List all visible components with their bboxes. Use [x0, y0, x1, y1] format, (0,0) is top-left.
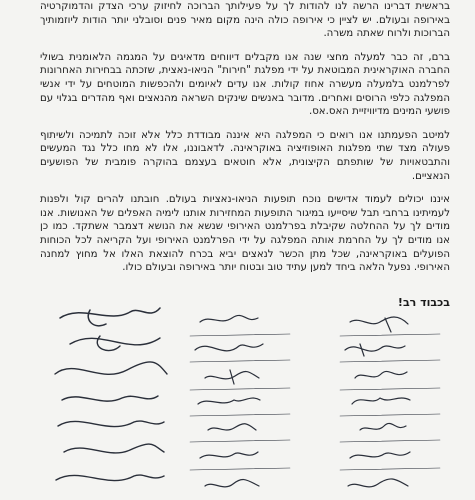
paragraph-2: ברם, זה כבר למעלה מחצי שנה אנו מקבלים דיווחים מדאיגים על המגמה הלאומנית בשולי החברה האוקראינית המבוטאת על ידי מפלגת "חירות" הניאו-נאצית, שזכתה בבחירות האחרונות לפרלמנט בלמעלה מעשרה אחוז קולות. אנו עדים לאיומים ולהכפשות המוטחים על ידי אנשי המפלגה כלפי הרוסים ואחרים. מדובר באנשים שינקים השראה מהנאצים ואף מהדרים בגלוי עם פושעי המינים מדיוויזיית האס.אס.: [40, 51, 450, 118]
closing-salutation: בכבוד רב!: [397, 296, 450, 309]
signature-stroke: [355, 371, 407, 378]
signature-stroke: [205, 370, 259, 384]
signature-stroke: [205, 480, 259, 487]
signature-stroke: [345, 344, 405, 356]
signature-block: [0, 300, 475, 500]
paragraph-4: איננו יכולים לעמוד אדישים נוכח תופעות הניאו-נאציות בעולם. חובתנו להרים קול ולפנות לעמיתינו ברחבי תבל שיסייעו במיגור התופעות המחזירות אותנו לימיה האפלים של האנושות. אנו מודים לך על ההחלטה שקיבלת בפרלמנט האירופי שנשא את הנושא דצמבר אשתקד. כמו כן אנו מודים לך על החרמת אותה המפלגה על ידי הפרלמנט האירופי ועל הקריאה לכל הכוחות הפועלים באוקראינה, שכל מתן הכשר לנאצים יביא בכרח להוצאת האלו אל מחוץ למחנה האירופי. נפעל הלאה ביחד למען עתיד טוב ובטוח יותר באירופה ובעולם כולו.: [40, 194, 450, 274]
signature-stroke: [58, 421, 164, 427]
signature-stroke: [70, 336, 160, 351]
signature-stroke: [55, 362, 167, 374]
signature-stroke: [198, 398, 260, 404]
paragraph-3: למיטב הפעמתנו אנו רואים כי המפלגה היא איננה מבודדת כלל אלא זוכה לתמיכה ולשיתוף פעולה מצד שתי מפלגות האופוזיציה באוקראינה. לדאבוננו, אלו לא מחו כלל נגד המעשים והתבטאויות של שותפתם הקיצונית, אלא חוטאים בעצמם בהוקרה פומבית של הפושעים הנאציים.: [40, 129, 450, 182]
signature-stroke: [195, 344, 263, 351]
signature-stroke: [60, 308, 160, 326]
signature-stroke: [208, 424, 256, 430]
paragraph-1: בראשית דברינו הרשה לנו להודות לך על פעילותך הברוכה לחיזוק ערכי הצדק והדמוקרטיה באירופה ובעולם. יש לציין כי אירופה כולה הינה מקום מאיר פנים וסובלני יותר הודות ליוזמותיך הברוכות ולרוח שאתה משרה.: [40, 1, 450, 40]
signature-stroke: [348, 479, 408, 487]
signature-stroke: [360, 423, 406, 430]
signature-stroke: [350, 452, 410, 458]
signature-stroke: [350, 317, 408, 332]
handwritten-signatures: [0, 300, 475, 500]
signature-stroke: [200, 315, 258, 322]
signature-stroke: [56, 475, 164, 481]
signature-stroke: [352, 398, 410, 404]
letter-body: [40, 0, 450, 285]
signature-stroke: [64, 444, 164, 453]
signature-stroke: [62, 396, 158, 401]
signature-stroke: [200, 452, 258, 458]
